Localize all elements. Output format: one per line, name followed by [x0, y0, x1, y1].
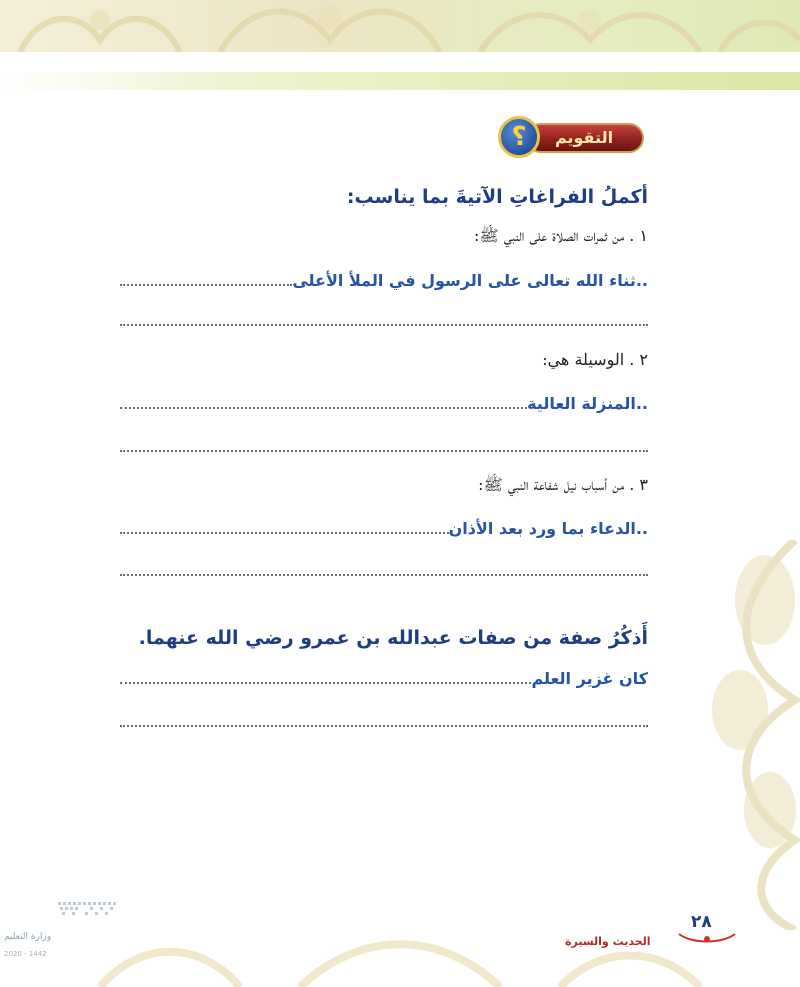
- side-ornament: [670, 540, 800, 930]
- ministry-name: وزارة التعليم: [4, 932, 52, 942]
- answer-3-dots: [120, 532, 449, 534]
- section1-heading: أكملُ الفراغاتِ الآتيةَ بما يناسب:: [346, 186, 648, 208]
- answer-line-1: [120, 266, 648, 292]
- top-ornament-pattern: [0, 0, 800, 52]
- book-title: الحديث والسيرة: [565, 935, 651, 948]
- page-number: ٢٨: [691, 912, 712, 932]
- answer-2-dots: [120, 407, 527, 409]
- answer-line-3: [120, 514, 648, 540]
- blank-line-3: [120, 574, 648, 576]
- evaluation-badge: [496, 114, 646, 160]
- answer-3: ..الدعاء بما ورد بعد الأذان: [448, 519, 648, 538]
- page-number-ornament: [677, 930, 737, 944]
- question-3: ٣ . من أسباب نيل شفاعة النبي ﷺ:: [478, 475, 648, 494]
- ministry-logo: [0, 898, 130, 958]
- answer-1-dots: [120, 284, 292, 286]
- blank-line-2: [120, 450, 648, 452]
- answer-4: كان غزير العلم: [531, 669, 648, 688]
- question-2: ٢ . الوسيلة هي:: [542, 350, 648, 369]
- question-1: ١ . من ثمرات الصلاة على النبي ﷺ:: [473, 226, 648, 245]
- question-mark-icon: ؟: [498, 116, 540, 158]
- section2-heading: أَذكُرُ صفة من صفات عبدالله بن عمرو رضي الله عنهما.: [138, 627, 648, 649]
- header-stripe: [0, 72, 800, 90]
- answer-1: ..ثناء الله تعالى على الرسول في الملأ الأعلى: [292, 271, 648, 290]
- answer-line-2: [120, 389, 648, 415]
- badge-label: التقويم: [554, 128, 614, 147]
- ministry-year: 2020 - 1442: [4, 950, 47, 958]
- blank-line-4: [120, 725, 648, 727]
- answer-4-dots: [120, 682, 531, 684]
- blank-line-1: [120, 324, 648, 326]
- answer-line-4: [120, 664, 648, 690]
- answer-2: ..المنزلة العالية: [527, 394, 648, 413]
- top-decorative-band: [0, 0, 800, 52]
